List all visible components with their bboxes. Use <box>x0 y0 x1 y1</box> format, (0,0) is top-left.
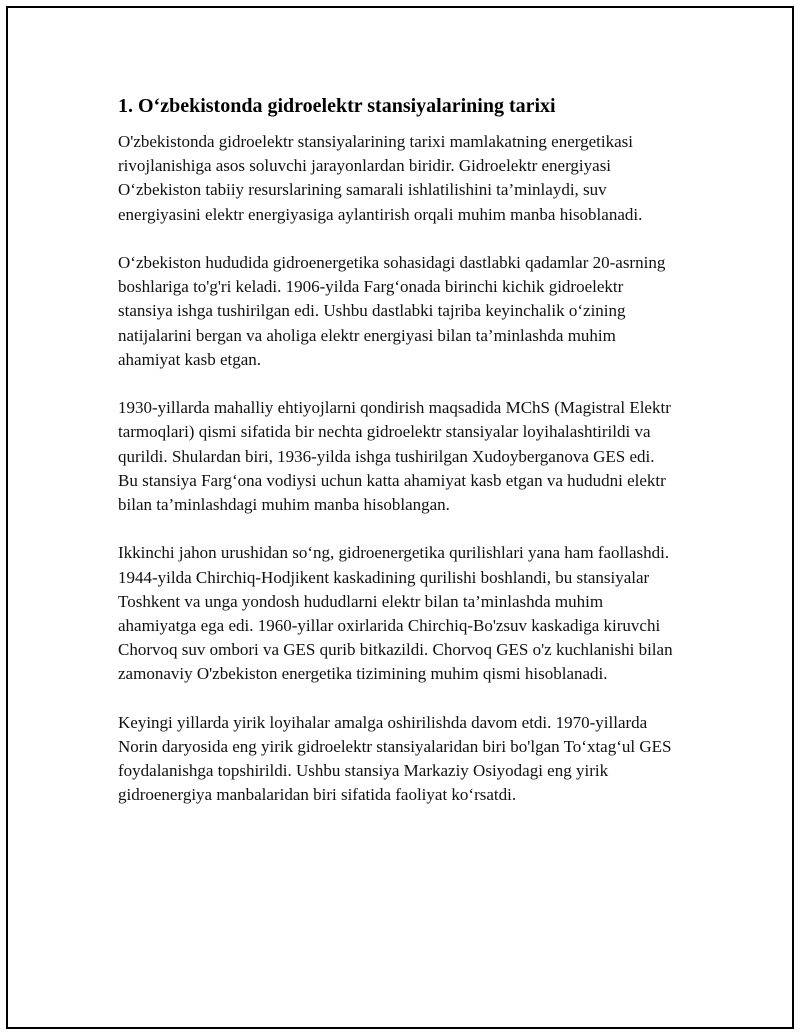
paragraph-early-steps: O‘zbekiston hududida gidroenergetika sohasidagi dastlabki qadamlar 20-asrning boshlariga to'g'ri keladi. 1906-yilda Farg‘onada birinchi kichik gidroelektr stansiya ishga tushirilgan edi. Ushbu dastlabki tajriba keyinchalik o‘zining natijalarini bergan va aholiga elektr energiyasi bilan ta’minlashda muhim ahamiyat kasb etgan. <box>118 253 666 369</box>
paragraph-later-years: Keyingi yillarda yirik loyihalar amalga oshirilishda davom etdi. 1970-yillarda Norin daryosida eng yirik gidroelektr stansiyalaridan biri bo'lgan To‘xtag‘ul GES foydalanishga topshirildi. Ushbu stansiya Markaziy Osiyodagi eng yirik gidroenergiya manbalaridan biri sifatida faoliyat ko‘rsatdi. <box>118 712 672 805</box>
paragraph-1930s: 1930-yillarda mahalliy ehtiyojlarni qondirish maqsadida MChS (Magistral Elektr tarmoqlari) qismi sifatida bir nechta gidroelektr stansiyalar loyihalashtirildi va qurildi. Shulardan biri, 1936-yilda ishga tushirilgan Xudoyberganova GES edi. Bu stansiya Farg‘ona vodiysi uchun katta ahamiyat kasb etgan va hududni elektr bilan ta’minlashdagi muhim manba hisoblangan. <box>118 398 671 515</box>
paragraph-intro: O'zbekistonda gidroelektr stansiyalarining tarixi mamlakatning energetikasi rivojlanishiga asos soluvchi jarayonlardan biridir. Gidroelektr energiyasi O‘zbekiston tabiiy resurslarining samarali ishlatilishini ta’minlaydi, suv energiyasini elektr energiyasiga aylantirish orqali muhim manba hisoblanadi. <box>118 132 643 224</box>
paragraph-postwar: Ikkinchi jahon urushidan so‘ng, gidroenergetika qurilishlari yana ham faollashdi. 1944-yilda Chirchiq-Hodjikent kaskadining qurilishi boshlandi, bu stansiyalar Toshkent va unga yondosh hududlarni elektr bilan ta’minlashda muhim ahamiyatga ega edi. 1960-yillar oxirlarida Chirchiq-Bo'zsuv kaskadiga kiruvchi Chorvoq suv ombori va GES qurib bitkazildi. Chorvoq GES o'z kuchlanishi bilan zamonaviy O'zbekiston energetika tizimining muhim qismi hisoblanadi. <box>118 543 673 684</box>
document-body <box>118 93 678 808</box>
section-heading: 1. O‘zbekistonda gidroelektr stansiyalarining tarixi <box>118 95 556 117</box>
